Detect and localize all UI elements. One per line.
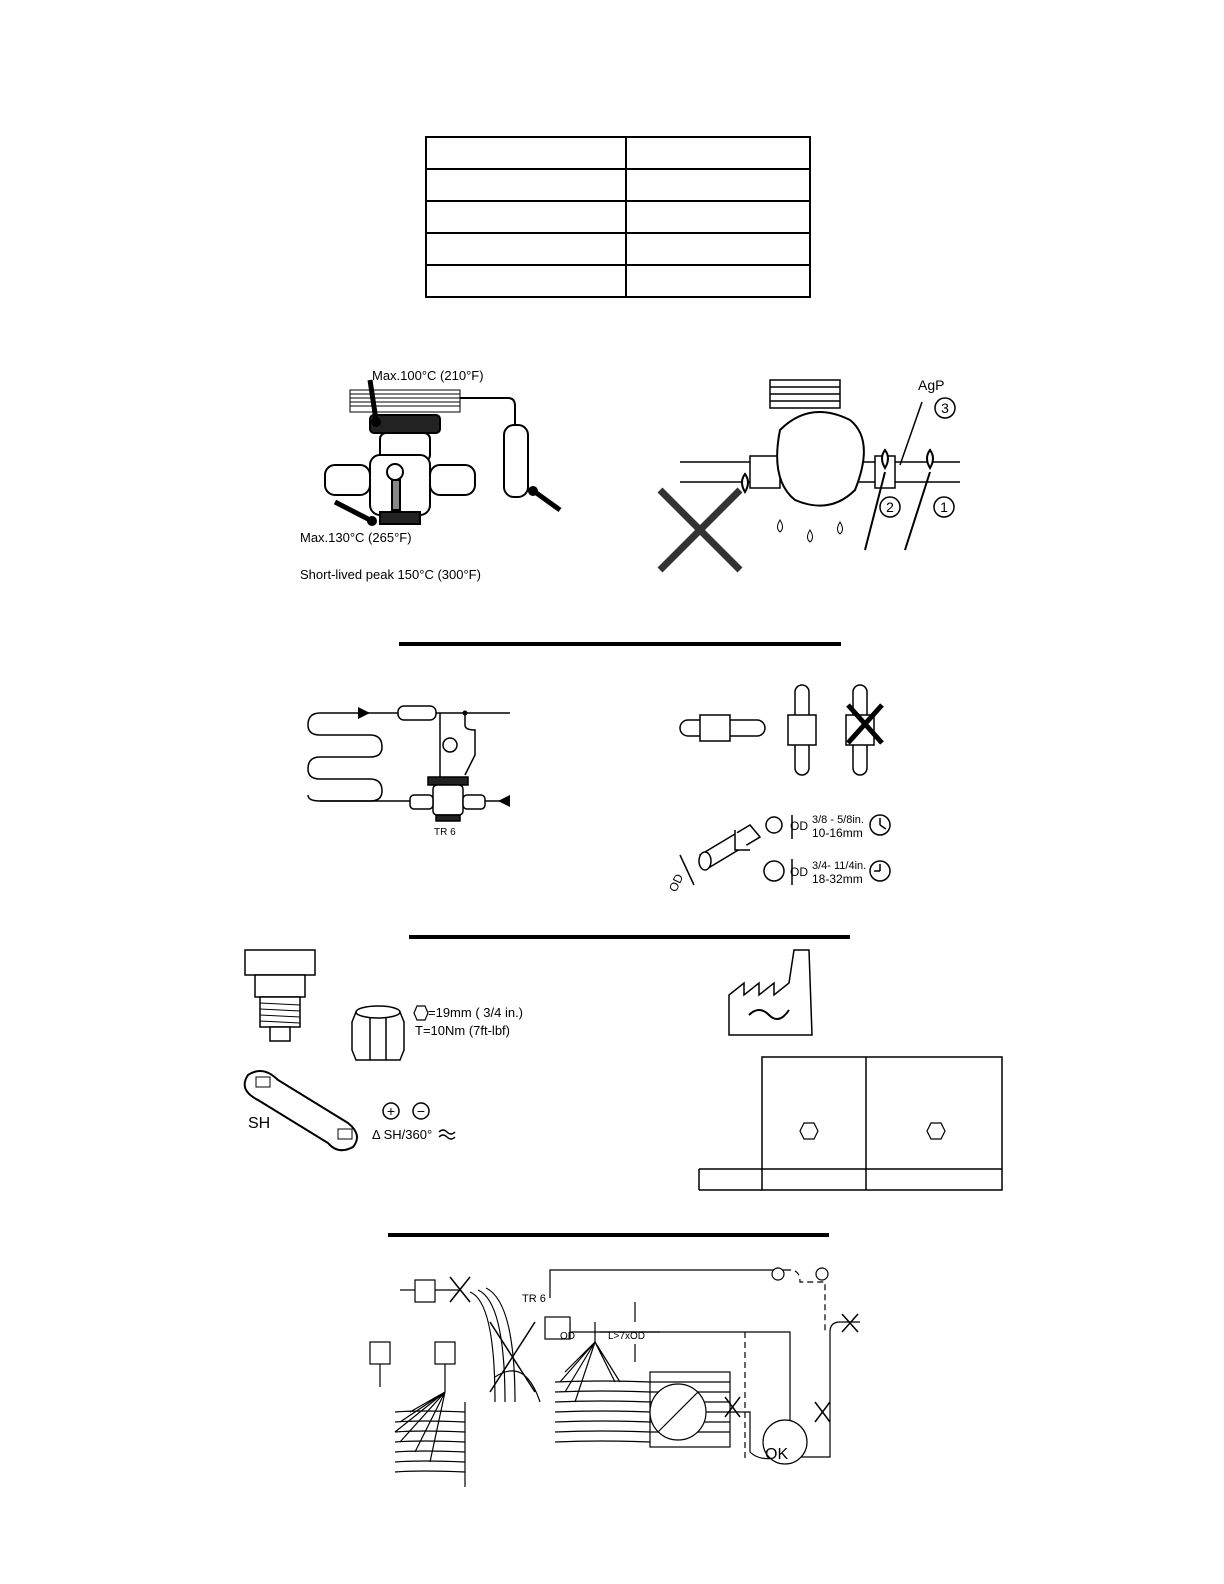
od-small-in-label: 3/8 - 5/8in.	[812, 814, 864, 826]
table-cell	[626, 137, 810, 169]
table-cell	[626, 233, 810, 265]
step-3-label: 3	[941, 400, 949, 416]
factory-setting-table	[698, 1056, 1004, 1192]
svg-text:−: −	[416, 1103, 426, 1119]
wrench-icon	[238, 1065, 368, 1155]
table-cell	[426, 137, 626, 169]
table-row	[426, 201, 810, 233]
table-cell	[426, 169, 626, 201]
od-large-mm-label: 18-32mm	[812, 872, 863, 886]
step-1-label: 1	[940, 499, 948, 515]
agp-label: AgP	[918, 377, 945, 393]
table-row	[426, 137, 810, 169]
table-cell	[426, 233, 626, 265]
tr6-label: TR 6	[522, 1293, 546, 1305]
evaporator-circuit-diagram	[300, 695, 530, 840]
section-divider	[399, 642, 841, 646]
svg-text:+: +	[386, 1103, 396, 1119]
od-label: OD	[790, 819, 808, 833]
od-label: OD	[560, 1331, 575, 1342]
table-row	[426, 169, 810, 201]
torque-label: T=10Nm (7ft-lbf)	[415, 1023, 510, 1038]
valve-temperature-diagram	[340, 380, 580, 530]
section-divider	[409, 935, 850, 939]
tr6-label: TR 6	[434, 827, 456, 838]
water-drop-icon	[778, 520, 843, 542]
od-large-in-label: 3/4- 11/4in.	[812, 860, 867, 872]
factory-logo-icon	[724, 945, 824, 1040]
capillary-coil-icon	[350, 390, 460, 412]
ok-label: OK	[765, 1446, 789, 1463]
sh-label: SH	[248, 1115, 271, 1132]
brazing-diagram	[660, 377, 960, 580]
hex-size-label: =19mm ( 3/4 in.)	[428, 1005, 524, 1020]
thermometer-icon	[528, 486, 560, 510]
od-small-mm-label: 10-16mm	[812, 826, 863, 840]
od-label: OD	[790, 865, 808, 879]
adjustment-spindle-diagram	[240, 945, 320, 1045]
max-130-label: Max.130°C (265°F)	[300, 530, 412, 545]
expansion-valve-icon	[410, 777, 485, 821]
table-cell	[626, 169, 810, 201]
flow-arrow-icon	[498, 795, 510, 807]
hexagon-icon	[413, 1005, 429, 1021]
delta-sh-label: Δ SH/360°	[372, 1127, 433, 1142]
flow-arrow-icon	[358, 707, 370, 719]
table-row	[426, 265, 810, 297]
table-cell	[426, 265, 626, 297]
max-100-label: Max.100°C (210°F)	[372, 368, 484, 383]
plus-rotate-icon	[380, 1100, 402, 1122]
specification-table	[425, 136, 811, 298]
section-divider	[388, 1233, 829, 1237]
filter-drier-icon	[398, 706, 436, 720]
prohibited-cross-icon	[660, 490, 740, 570]
bulb-installation-diagram	[360, 1262, 870, 1487]
thermometer-icon	[370, 380, 381, 427]
bulb-position-diagram	[665, 805, 900, 900]
step-2-label: 2	[886, 499, 894, 515]
approx-icon	[437, 1127, 457, 1141]
table-cell	[626, 201, 810, 233]
length-rule-label: L>7xOD	[608, 1331, 645, 1342]
bulb-mounting-diagram	[670, 685, 900, 775]
table-cell	[426, 201, 626, 233]
short-peak-label: Short-lived peak 150°C (300°F)	[300, 567, 481, 582]
hexagon-icon	[800, 1123, 945, 1139]
table-row	[426, 233, 810, 265]
cap-nut-icon	[348, 1000, 408, 1065]
minus-rotate-icon	[410, 1100, 432, 1122]
table-cell	[626, 265, 810, 297]
od-label: OD	[665, 871, 687, 895]
wet-cloth-icon	[777, 412, 864, 506]
sensing-bulb-icon	[504, 425, 528, 497]
